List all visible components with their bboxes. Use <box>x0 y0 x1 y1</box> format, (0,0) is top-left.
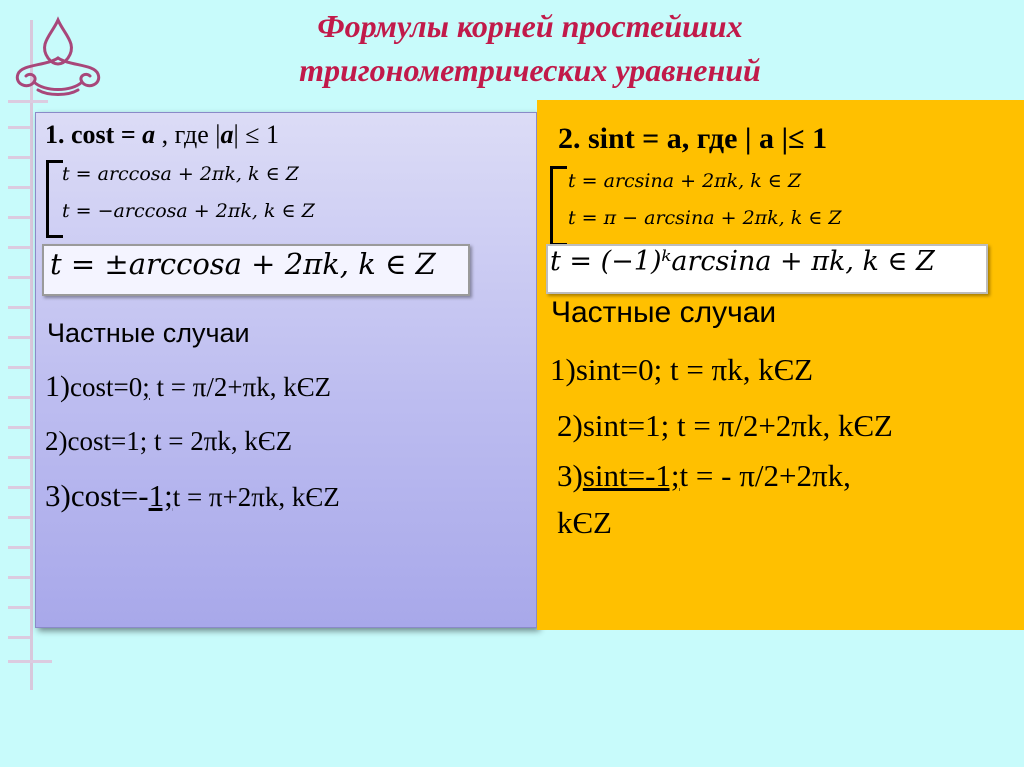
rail-tick <box>8 126 30 129</box>
rail-tick <box>8 306 30 309</box>
sin-case-3-tail: kЄZ <box>557 505 612 540</box>
ornament-icon <box>8 14 108 98</box>
cos-case-3-solution: t = π+2πk, kЄZ <box>172 482 340 512</box>
cos-formula-2: t = −arccosa + 2πk, k ∈ Z <box>62 200 315 222</box>
sin-formula-2: t = π − arcsina + 2πk, k ∈ Z <box>568 207 842 229</box>
sin-case-1: 1)sint=0; t = πk, kЄZ <box>550 352 814 387</box>
cos-case-1-solution: t = π/2+πk, kЄZ <box>149 372 332 402</box>
rail-tick <box>8 276 30 279</box>
cos-heading-sep: , где | <box>155 120 221 149</box>
sin-special-heading: Частные случаи <box>551 296 777 329</box>
rail-tick <box>8 156 30 159</box>
rail-tick <box>8 396 30 399</box>
cos-case-1-eq: cost=0 <box>70 372 143 402</box>
cos-system-bracket <box>46 160 63 238</box>
rail-tick <box>8 366 30 369</box>
cos-heading-var: a <box>142 120 156 149</box>
rail-tick <box>8 636 30 639</box>
sin-case-3 <box>557 458 851 494</box>
cos-formula-1: t = arccosa + 2πk, k ∈ Z <box>62 163 299 185</box>
rail-tick <box>8 516 30 519</box>
title-line-2: тригонометрических уравнений <box>299 52 761 88</box>
sin-heading: 2. sint = a, где | a |≤ 1 <box>558 122 828 155</box>
cos-combined-formula: t = ±arccosa + 2πk, k ∈ Z <box>50 247 436 281</box>
cos-heading <box>45 120 279 150</box>
cos-heading-var2: a <box>220 120 234 149</box>
rail-tick <box>8 186 30 189</box>
title-line-1: Формулы корней простейших <box>317 8 743 44</box>
cos-case-3 <box>45 478 340 514</box>
sin-case-3-solution: t = - π/2+2πk, <box>679 458 851 493</box>
cos-case-1-semicolon: ; <box>142 372 150 402</box>
rail-tick <box>8 660 52 663</box>
page-title <box>170 4 890 92</box>
rail-tick <box>8 606 30 609</box>
sin-case-2: 2)sint=1; t = π/2+2πk, kЄZ <box>557 408 893 443</box>
rail-tick <box>8 486 30 489</box>
cos-heading-prefix: 1. cost = <box>45 120 143 149</box>
cos-case-2: 2)cost=1; t = 2πk, kЄZ <box>45 426 293 456</box>
rail-tick <box>8 100 48 103</box>
cos-case-1-num: 1) <box>45 370 70 403</box>
cos-case-3-value: 1; <box>148 478 173 513</box>
rail-tick <box>8 336 30 339</box>
sin-formula-1: t = arcsina + 2πk, k ∈ Z <box>568 170 802 192</box>
rail-tick <box>8 426 30 429</box>
rail-tick <box>8 546 30 549</box>
cos-case-3-eq: 3)cost=- <box>45 478 149 513</box>
rail-tick <box>8 216 30 219</box>
cos-heading-tail: | ≤ 1 <box>233 120 279 149</box>
rail-tick <box>8 246 30 249</box>
rail-line <box>30 20 33 690</box>
rail-tick <box>8 456 30 459</box>
rail-tick <box>8 576 30 579</box>
cos-case-1 <box>45 370 331 404</box>
sin-combined-formula: t = (−1)ᵏarcsina + πk, k ∈ Z <box>550 246 935 277</box>
cos-special-heading: Частные случаи <box>47 318 250 348</box>
sin-case-3-eq: sint=-1; <box>582 458 680 493</box>
sin-case-3-num: 3) <box>557 458 583 493</box>
sin-system-bracket <box>550 166 567 246</box>
